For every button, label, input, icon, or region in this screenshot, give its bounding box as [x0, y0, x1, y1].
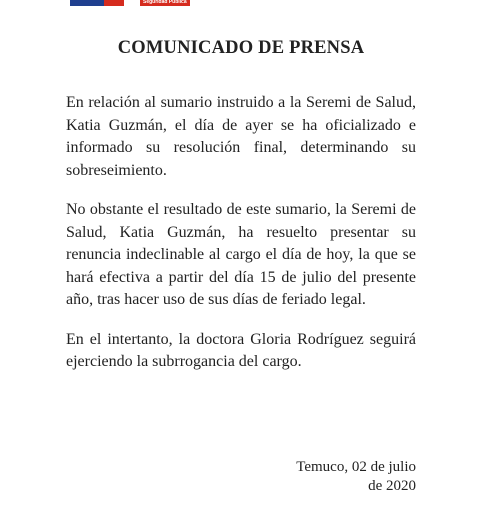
logo-text: Seguridad Pública [140, 0, 190, 6]
government-logo [70, 0, 190, 6]
page-title: COMUNICADO DE PRENSA [117, 38, 365, 58]
signoff-line-2: de 2020 [368, 478, 416, 494]
date-signoff [296, 458, 416, 496]
logo-blue-stripe [70, 0, 104, 6]
paragraph-2: No obstante el resultado de este sumario, la Seremi de Salud, Katia Guzmán, ha resuelto presentar su renuncia indeclinable al cargo el día de hoy, la que se hará efectiva a partir del día 15 de julio del presente año, tras hacer uso de sus días de feriado legal. [66, 201, 416, 308]
paragraph-3: En el intertanto, la doctora Gloria Rodríguez seguirá ejerciendo la subrrogancia del cargo. [66, 330, 416, 370]
signoff-line-1: Temuco, 02 de julio [296, 459, 416, 475]
paragraph-1: En relación al sumario instruido a la Seremi de Salud, Katia Guzmán, el día de ayer se ha oficializado e informado su resolución final, determinando su sobreseimiento. [66, 94, 416, 179]
logo-red-stripe [104, 0, 124, 6]
document-body [66, 92, 416, 391]
